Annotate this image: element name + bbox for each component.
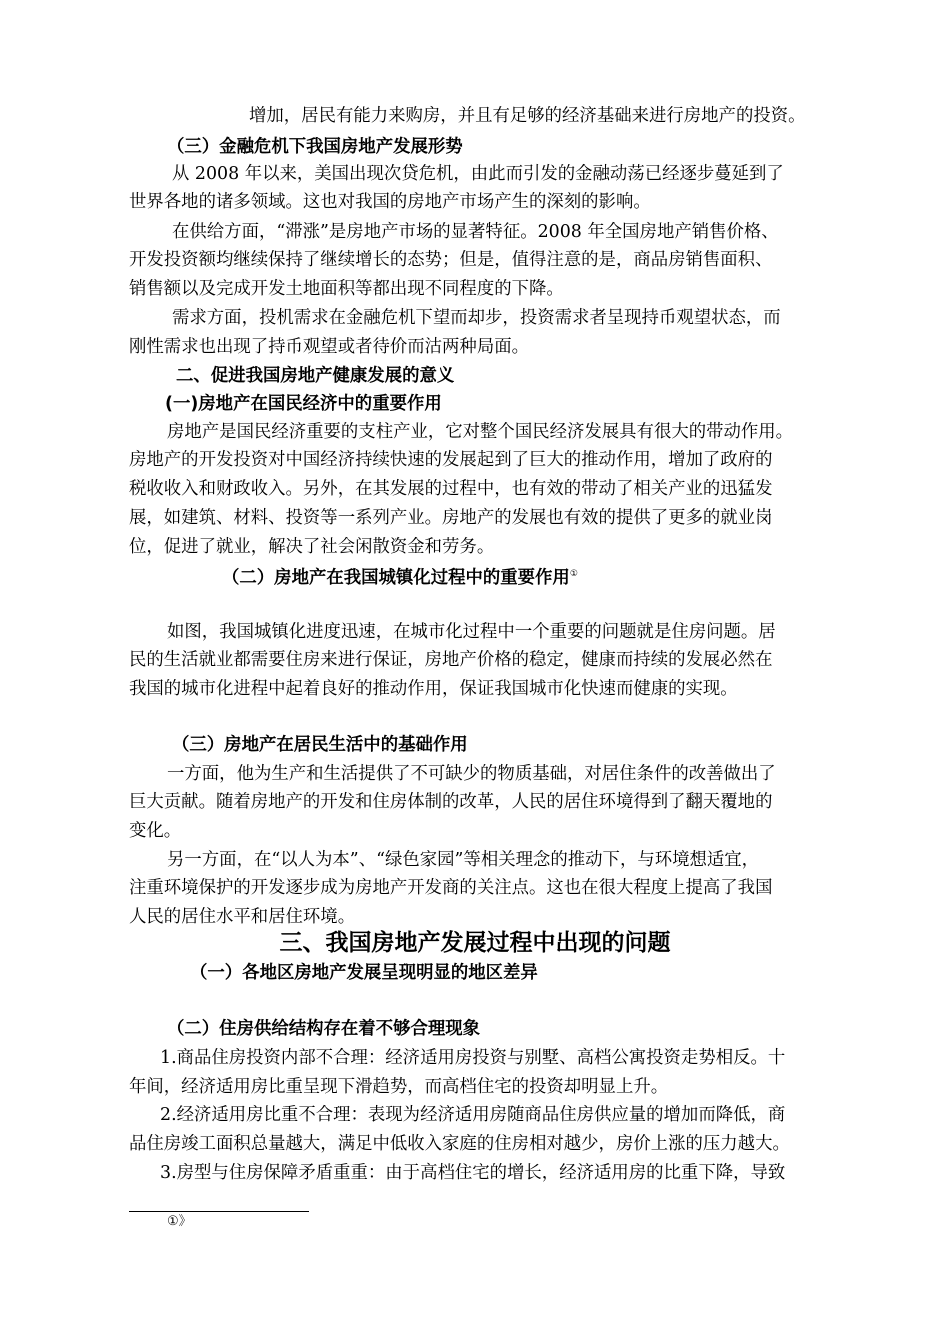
text-line: 增加，居民有能力来购房，并且有足够的经济基础来进行房地产的投资。 [249,106,806,126]
text-line: 需求方面，投机需求在金融危机下望而却步，投资需求者呈现持币观望状态，而 [172,308,781,328]
text-line: 年间，经济适用房比重呈现下滑趋势，而高档住宅的投资却明显上升。 [129,1077,669,1097]
text-line: 展，如建筑、材料、投资等一系列产业。房地产的发展也有效的提供了更多的就业岗 [129,508,773,528]
text-line: 巨大贡献。随着房地产的开发和住房体制的改革，人民的居住环境得到了翻天覆地的 [129,792,773,812]
text-line: 房地产的开发投资对中国经济持续快速的发展起到了巨大的推动作用，增加了政府的 [129,450,773,470]
text-line: 在供给方面，“滞涨”是房地产市场的显著特征。2008 年全国房地产销售价格、 [172,222,779,242]
text-line: 注重环境保护的开发逐步成为房地产开发商的关注点。这也在很大程度上提高了我国 [129,878,773,898]
subsection-heading: （三）房地产在居民生活中的基础作用 [172,735,468,755]
footnote-marker: ① [569,569,578,579]
text-line: 变化。 [129,821,182,841]
footnote: ①》 [167,1214,192,1229]
text-line: 刚性需求也出现了持币观望或者待价而沽两种局面。 [129,337,529,357]
subsection-heading: （三）金融危机下我国房地产发展形势 [167,137,463,157]
text-line: 世界各地的诸多领域。这也对我国的房地产市场产生的深刻的影响。 [129,192,651,212]
text-line: 如图，我国城镇化进度迅速，在城市化过程中一个重要的问题就是住房问题。居 [167,622,776,642]
chapter-heading: 三、我国房地产发展过程中出现的问题 [279,930,671,956]
text-line: 一方面，他为生产和生活提供了不可缺少的物质基础，对居住条件的改善做出了 [167,764,776,784]
text-line: 另一方面，在“以人为本”、“绿色家园”等相关理念的推动下，与环境想适宜， [167,850,760,870]
text-line: 民的生活就业都需要住房来进行保证，房地产价格的稳定，健康而持续的发展必然在 [129,650,773,670]
section-heading: 二、促进我国房地产健康发展的意义 [176,366,455,386]
text-line: 税收收入和财政收入。另外，在其发展的过程中，也有效的带动了相关产业的迅猛发 [129,479,773,499]
subsection-heading-text: （二）房地产在我国城镇化过程中的重要作用 [222,567,570,588]
subsection-heading: （一）各地区房地产发展呈现明显的地区差异 [190,963,538,983]
list-item: 2.经济适用房比重不合理：表现为经济适用房随商品住房供应量的增加而降低，商 [160,1105,786,1125]
text-line: 位，促进了就业，解决了社会闲散资金和劳务。 [129,537,495,557]
list-item: 3.房型与住房保障矛盾重重：由于高档住宅的增长，经济适用房的比重下降，导致 [160,1163,786,1183]
text-line: 销售额以及完成开发土地面积等都出现不同程度的下降。 [129,279,564,299]
list-item: 1.商品住房投资内部不合理：经济适用房投资与别墅、高档公寓投资走势相反。十 [160,1048,786,1068]
text-line: 人民的居住水平和居住环境。 [129,907,356,927]
text-line: 我国的城市化进程中起着良好的推动作用，保证我国城市化快速而健康的实现。 [129,679,738,699]
subsection-heading: （二）住房供给结构存在着不够合理现象 [167,1019,481,1039]
footnote-separator [129,1211,309,1212]
text-line: 品住房竣工面积总量越大，满足中低收入家庭的住房相对越少，房价上涨的压力越大。 [129,1134,790,1154]
subsection-heading: (一)房地产在国民经济中的重要作用 [165,394,442,414]
subsection-heading [222,562,578,590]
text-line: 开发投资额均继续保持了继续增长的态势；但是，值得注意的是，商品房销售面积、 [129,250,773,270]
text-line: 从 2008 年以来，美国出现次贷危机，由此而引发的金融动荡已经逐步蔓延到了 [172,164,784,184]
text-line: 房地产是国民经济重要的支柱产业，它对整个国民经济发展具有很大的带动作用。 [167,422,794,442]
